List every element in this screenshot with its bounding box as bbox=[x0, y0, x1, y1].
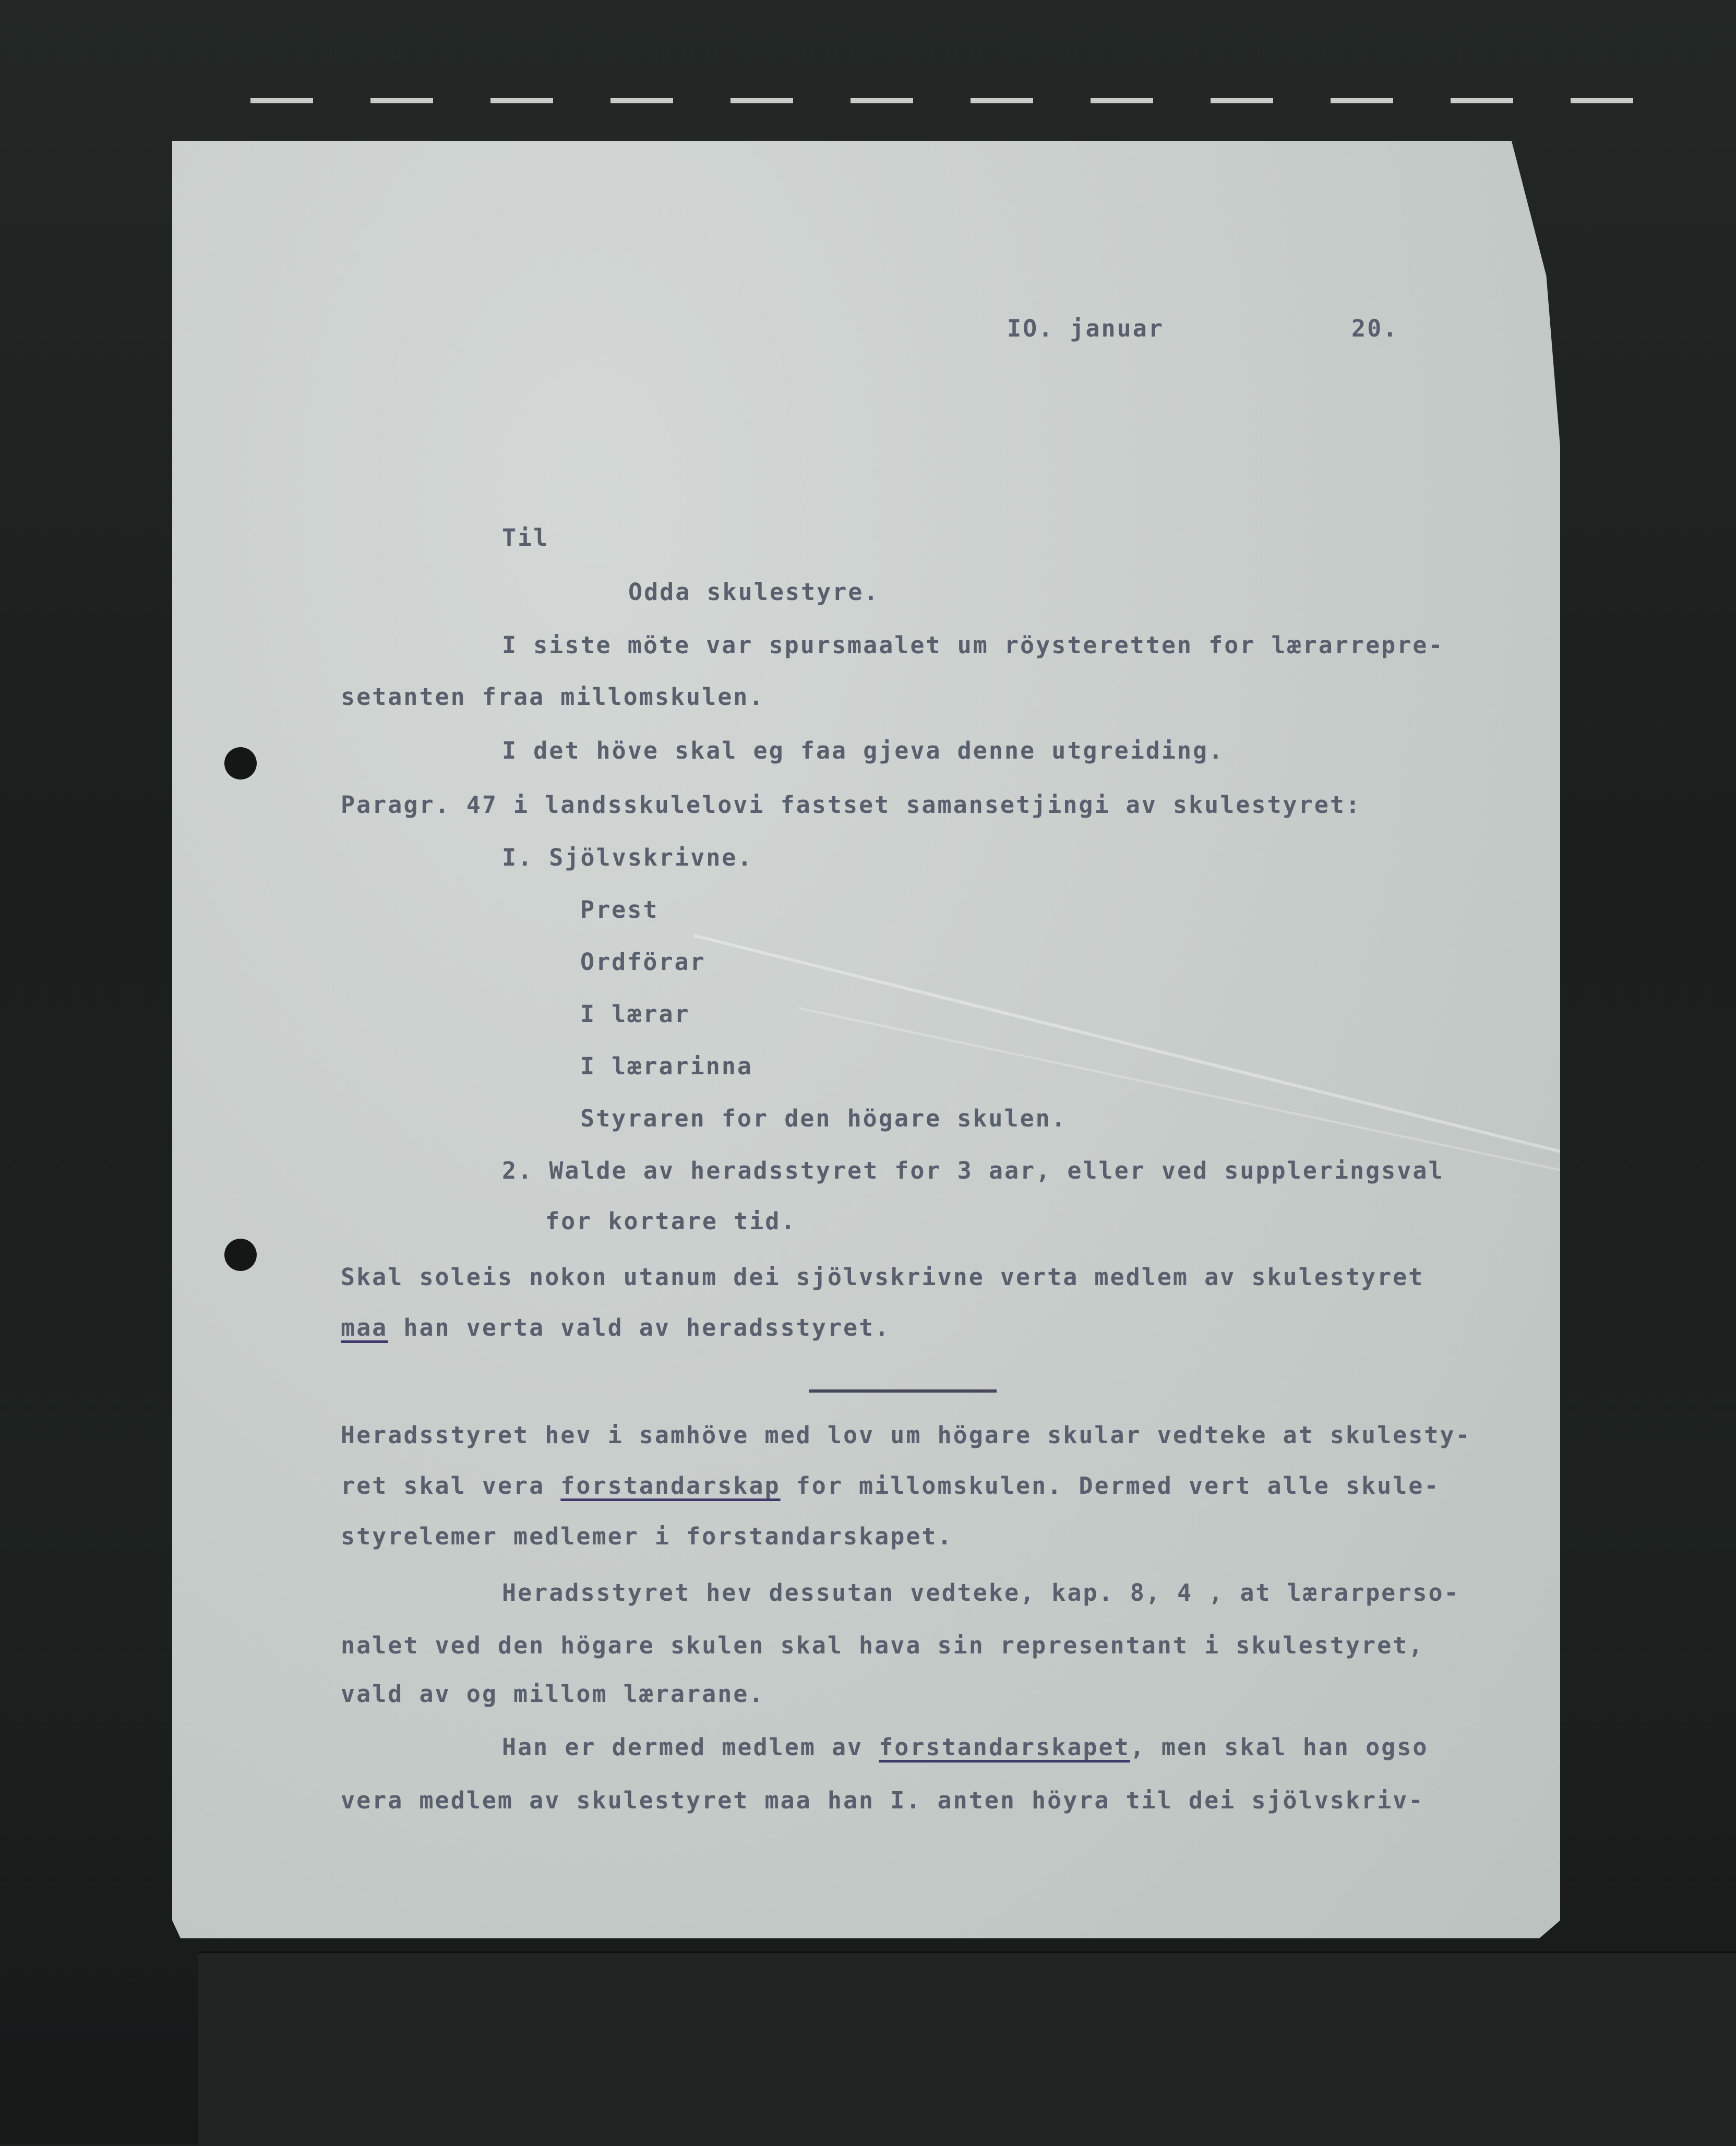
edge-dash bbox=[1211, 98, 1273, 103]
body-line: styrelemer medlemer i forstandarskapet. bbox=[341, 1522, 953, 1550]
body-line: vera medlem av skulestyret maa han I. anten höyra til dei sjölvskriv- bbox=[341, 1787, 1424, 1814]
list-item: Styraren for den högare skulen. bbox=[580, 1105, 1067, 1132]
body-line: Heradsstyret hev dessutan vedteke, kap. 8, 4 , at lærarperso- bbox=[502, 1579, 1460, 1606]
edge-dash bbox=[1571, 98, 1633, 103]
list-item: I lærar bbox=[580, 1000, 690, 1028]
list-item: Prest bbox=[580, 896, 659, 924]
list-item: Ordförar bbox=[580, 948, 706, 976]
list-heading: I. Sjölvskrivne. bbox=[502, 844, 753, 871]
underlined-word: forstandarskapet bbox=[879, 1733, 1130, 1761]
body-line: I det höve skal eg faa gjeva denne utgreiding. bbox=[502, 737, 1225, 764]
body-line: Han er dermed medlem av forstandarskapet, men skal han ogso bbox=[502, 1733, 1429, 1761]
edge-dash bbox=[490, 98, 553, 103]
section-divider bbox=[809, 1389, 997, 1393]
scanner-board bbox=[198, 1951, 1736, 2146]
body-line: nalet ved den högare skulen skal hava sin representant i skulestyret, bbox=[341, 1632, 1424, 1659]
body-line: for kortare tid. bbox=[545, 1207, 797, 1235]
edge-dash bbox=[851, 98, 913, 103]
edge-dash bbox=[971, 98, 1033, 103]
body-line: I siste möte var spursmaalet um röysteretten for lærarrepre- bbox=[502, 631, 1444, 659]
underlined-word: forstandarskap bbox=[560, 1472, 781, 1500]
letter-sheet bbox=[172, 141, 1560, 1938]
body-line: Skal soleis nokon utanum dei sjölvskrivne verta medlem av skulestyret bbox=[341, 1263, 1424, 1291]
edge-dash bbox=[370, 98, 433, 103]
list-heading: 2. Walde av heradsstyret for 3 aar, eller ved suppleringsval bbox=[502, 1157, 1444, 1184]
edge-dash bbox=[1331, 98, 1393, 103]
letter-date: IO. januar bbox=[1007, 315, 1164, 342]
body-line: ret skal vera forstandarskap for millomskulen. Dermed vert alle skule- bbox=[341, 1472, 1440, 1500]
scan-edge-marks bbox=[250, 98, 1659, 105]
edge-dash bbox=[1451, 98, 1513, 103]
body-line: Heradsstyret hev i samhöve med lov um högare skular vedteke at skulesty- bbox=[341, 1421, 1471, 1449]
edge-dash bbox=[610, 98, 673, 103]
body-line: Paragr. 47 i landsskulelovi fastset samansetjingi av skulestyret: bbox=[341, 791, 1361, 819]
underlined-word: maa bbox=[341, 1314, 388, 1341]
letter-year: 20. bbox=[1351, 315, 1399, 342]
edge-dash bbox=[250, 98, 313, 103]
list-item: I lærarinna bbox=[580, 1052, 753, 1080]
body-line: vald av og millom lærarane. bbox=[341, 1680, 765, 1708]
punch-hole bbox=[224, 1239, 257, 1271]
body-line: setanten fraa millomskulen. bbox=[341, 683, 765, 711]
punch-hole bbox=[224, 747, 257, 780]
recipient: Odda skulestyre. bbox=[628, 578, 880, 606]
body-line: maa han verta vald av heradsstyret. bbox=[341, 1314, 891, 1341]
edge-dash bbox=[731, 98, 793, 103]
salutation: Til bbox=[502, 524, 549, 552]
edge-dash bbox=[1091, 98, 1153, 103]
